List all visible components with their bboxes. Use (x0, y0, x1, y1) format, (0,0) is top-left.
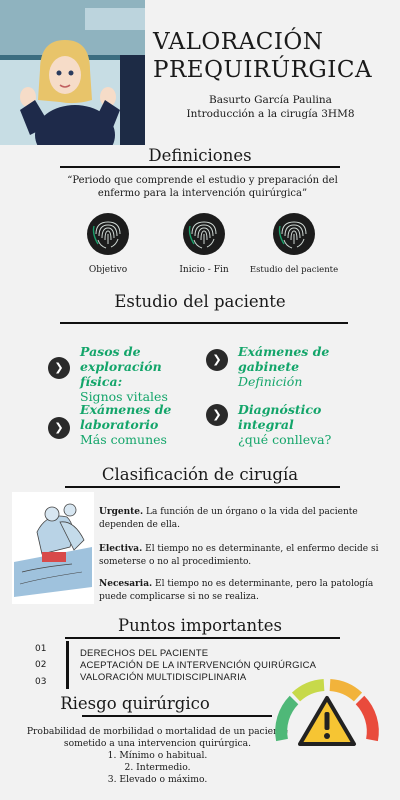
punto-item: DERECHOS DEL PACIENTE (80, 648, 209, 659)
section-title-definiciones: Definiciones (148, 146, 252, 165)
section-title-riesgo: Riesgo quirúrgico (60, 694, 210, 713)
riesgo-description (25, 726, 290, 786)
riesgo-level: 3. Elevado o máximo. (107, 774, 208, 785)
divider (60, 166, 340, 168)
arrow-right-icon: ❯ (206, 349, 228, 371)
arrow-right-icon: ❯ (206, 404, 228, 426)
title-line-1: VALORACIÓN (153, 29, 324, 55)
punto-item: VALORACIÓN MULTIDISCIPLINARIA (80, 672, 247, 683)
estudio-item-title: Diagnóstico integral (238, 402, 322, 432)
punto-number: 01 (35, 644, 47, 654)
definition-quote: “Periodo que comprende el estudio y preparación del enfermo para la intervención quirúrgica” (67, 175, 338, 199)
author-block (153, 93, 388, 121)
estudio-item-title: Exámenes de gabinete (238, 344, 330, 374)
definition-label-estudio: Estudio del paciente (249, 265, 339, 275)
riesgo-level: 1. Mínimo o habitual. (107, 750, 208, 761)
punto-number: 02 (35, 660, 47, 670)
estudio-item-sub: Signos vitales (80, 389, 168, 404)
clasificacion-term: Electiva. (99, 544, 143, 554)
course-name: Introducción a la cirugía 3HM8 (186, 108, 355, 120)
clasificacion-term: Urgente. (99, 507, 144, 517)
estudio-item-laboratorio (80, 402, 190, 447)
estudio-item-sub: ¿qué conlleva? (238, 432, 332, 447)
estudio-item-diagnostico (238, 402, 338, 447)
clasificacion-urgente (99, 506, 394, 532)
page-title (153, 28, 393, 84)
estudio-item-exploracion (80, 344, 205, 404)
estudio-item-gabinete (238, 344, 338, 389)
vertical-bar (66, 641, 69, 689)
riesgo-text: Probabilidad de morbilidad o mortalidad de un paciente sometido a una intervencion quirúrgica. (26, 726, 289, 749)
estudio-item-title: Pasos de exploración física: (80, 344, 162, 389)
estudio-item-title: Exámenes de laboratorio (80, 402, 172, 432)
definition-label-inicio-fin: Inicio - Fin (179, 265, 229, 275)
title-line-2: PREQUIRÚRGICA (153, 57, 373, 83)
clasificacion-necesaria (99, 578, 394, 604)
arrow-right-icon: ❯ (48, 417, 70, 439)
doctor-illustration (0, 0, 145, 145)
divider (65, 637, 340, 639)
estudio-item-sub: Más comunes (80, 432, 167, 447)
surgery-illustration (12, 492, 94, 604)
clasificacion-desc: El tiempo no es determinante, pero la patología puede complicarse si no se realiza. (99, 579, 374, 602)
divider (82, 715, 272, 717)
definition-label-objetivo: Objetivo (88, 265, 128, 275)
clasificacion-electiva (99, 543, 394, 569)
fingerprint-icon (272, 212, 316, 256)
punto-item: ACEPTACIÓN DE LA INTERVENCIÓN QUIRÚRGICA (80, 660, 317, 671)
section-title-clasificacion: Clasificación de cirugía (101, 465, 299, 484)
riesgo-level: 2. Intermedio. (124, 762, 191, 773)
clasificacion-term: Necesaria. (99, 579, 153, 589)
divider (60, 322, 348, 324)
section-title-estudio: Estudio del paciente (114, 292, 286, 311)
clasificacion-desc: El tiempo no es determinante, el enfermo decide si someterse o no al procedimiento. (99, 544, 379, 567)
fingerprint-icon (86, 212, 130, 256)
punto-number: 03 (35, 677, 47, 687)
risk-gauge-warning-icon (272, 668, 382, 748)
arrow-right-icon: ❯ (48, 357, 70, 379)
section-title-puntos: Puntos importantes (118, 616, 282, 635)
divider (65, 486, 340, 488)
fingerprint-icon (182, 212, 226, 256)
author-name: Basurto García Paulina (209, 94, 332, 106)
clasificacion-desc: La función de un órgano o la vida del paciente dependen de ella. (99, 507, 358, 530)
estudio-item-sub: Definición (238, 374, 303, 389)
